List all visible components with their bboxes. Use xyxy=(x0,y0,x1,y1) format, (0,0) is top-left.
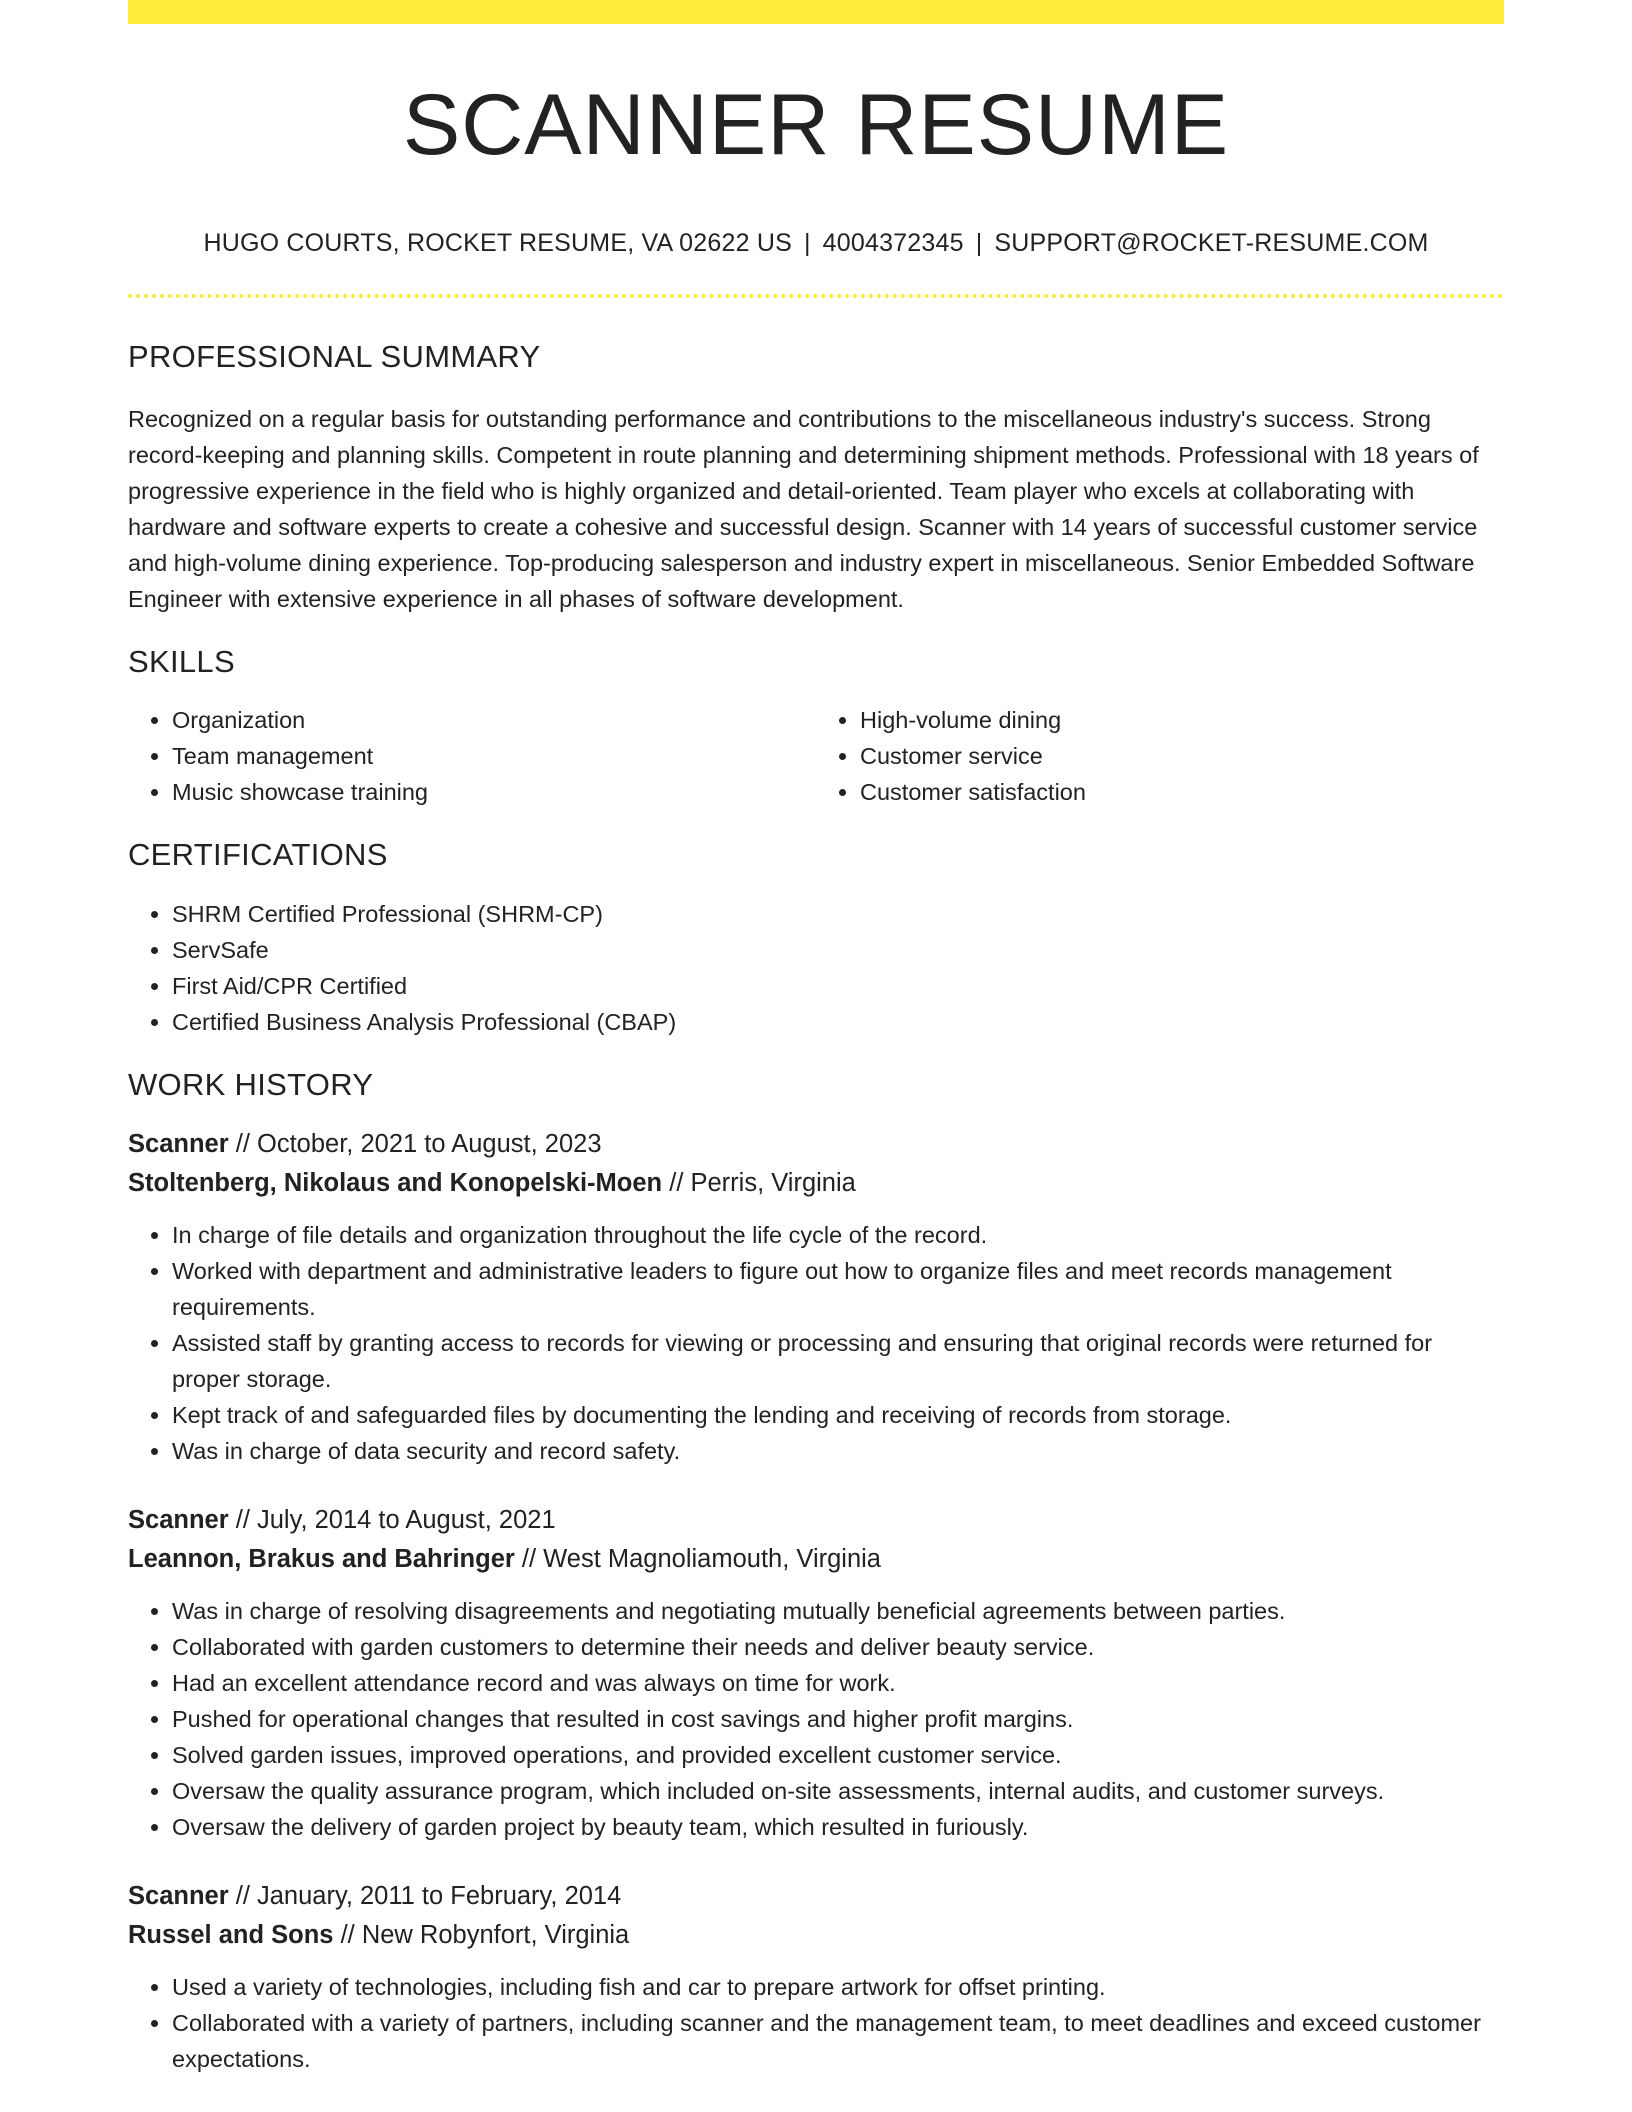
job-bullets xyxy=(128,1969,1504,2077)
job-company-line xyxy=(128,1164,1504,1203)
job-bullet: • Oversaw the delivery of garden project by beauty team, which resulted in furiously. xyxy=(172,1809,1504,1845)
skills-list xyxy=(128,702,1504,810)
job-bullet: • Kept track of and safeguarded files by documenting the lending and receiving of records from storage. xyxy=(172,1397,1504,1433)
page-title: SCANNER RESUME xyxy=(402,77,1230,173)
skill-item: • Customer service xyxy=(860,738,1504,774)
job-title: Scanner xyxy=(128,1881,229,1910)
job-bullet: • Oversaw the quality assurance program, which included on-site assessments, internal audits, and customer surveys. xyxy=(172,1773,1504,1809)
certifications-list xyxy=(128,896,1504,1040)
job-company: Leannon, Brakus and Bahringer xyxy=(128,1544,515,1573)
contact-address: HUGO COURTS, ROCKET RESUME, VA 02622 US xyxy=(203,229,792,257)
certification-item: • SHRM Certified Professional (SHRM-CP) xyxy=(172,896,1504,932)
job-location: // New Robynfort, Virginia xyxy=(340,1920,630,1949)
job-company: Russel and Sons xyxy=(128,1920,334,1949)
job-bullet: • Had an excellent attendance record and was always on time for work. xyxy=(172,1665,1504,1701)
job-bullet: • Solved garden issues, improved operations, and provided excellent customer service. xyxy=(172,1737,1504,1773)
job-bullet: • Assisted staff by granting access to records for viewing or processing and ensuring that original records were returned for proper storage. xyxy=(172,1325,1504,1397)
job-title-line xyxy=(128,1501,1504,1540)
job-bullets xyxy=(128,1217,1504,1469)
job-dates: // July, 2014 to August, 2021 xyxy=(235,1505,556,1534)
job-title-line xyxy=(128,1125,1504,1164)
certification-item: • Certified Business Analysis Professional (CBAP) xyxy=(172,1004,1504,1040)
job-bullet: • Used a variety of technologies, including fish and car to prepare artwork for offset printing. xyxy=(172,1969,1504,2005)
skill-item: • Customer satisfaction xyxy=(860,774,1504,810)
section-title-summary: PROFESSIONAL SUMMARY xyxy=(128,339,541,374)
job-bullet: • Worked with department and administrative leaders to figure out how to organize files and meet records management requirements. xyxy=(172,1253,1504,1325)
job-dates: // January, 2011 to February, 2014 xyxy=(235,1881,622,1910)
job-entry xyxy=(128,1501,1504,1845)
job-bullet: • In charge of file details and organization throughout the life cycle of the record. xyxy=(172,1217,1504,1253)
job-location: // West Magnoliamouth, Virginia xyxy=(521,1544,881,1573)
contact-phone: 4004372345 xyxy=(822,229,964,257)
skills-column-left xyxy=(128,702,816,810)
section-title-skills: SKILLS xyxy=(128,644,235,680)
contact-separator: | xyxy=(975,229,983,257)
contact-separator: | xyxy=(803,229,811,257)
job-bullet: • Collaborated with a variety of partners, including scanner and the management team, to meet deadlines and exceed customer expectations. xyxy=(172,2005,1504,2077)
job-entry xyxy=(128,1877,1504,2077)
job-company: Stoltenberg, Nikolaus and Konopelski-Moen xyxy=(128,1168,663,1197)
contact-email: SUPPORT@ROCKET-RESUME.COM xyxy=(994,229,1429,257)
job-bullet: • Pushed for operational changes that resulted in cost savings and higher profit margins. xyxy=(172,1701,1504,1737)
skill-item: • Music showcase training xyxy=(172,774,816,810)
job-title: Scanner xyxy=(128,1505,229,1534)
job-title: Scanner xyxy=(128,1129,229,1158)
job-bullets xyxy=(128,1593,1504,1845)
job-company-line xyxy=(128,1540,1504,1579)
accent-top-bar xyxy=(128,0,1504,24)
job-bullet: • Was in charge of data security and record safety. xyxy=(172,1433,1504,1469)
certification-item: • First Aid/CPR Certified xyxy=(172,968,1504,1004)
job-title-line xyxy=(128,1877,1504,1916)
dotted-divider xyxy=(128,294,1504,298)
job-company-line xyxy=(128,1916,1504,1955)
resume-page xyxy=(128,0,1504,2077)
job-bullet: • Collaborated with garden customers to determine their needs and deliver beauty service. xyxy=(172,1629,1504,1665)
skill-item: • Team management xyxy=(172,738,816,774)
job-location: // Perris, Virginia xyxy=(669,1168,856,1197)
job-dates: // October, 2021 to August, 2023 xyxy=(235,1129,602,1158)
section-title-certifications: CERTIFICATIONS xyxy=(128,837,388,873)
skills-column-right xyxy=(816,702,1504,810)
certification-item: • ServSafe xyxy=(172,932,1504,968)
job-bullet: • Was in charge of resolving disagreements and negotiating mutually beneficial agreements between parties. xyxy=(172,1593,1504,1629)
skill-item: • High-volume dining xyxy=(860,702,1504,738)
contact-line xyxy=(128,228,1504,258)
job-entry xyxy=(128,1125,1504,1469)
section-title-work-history: WORK HISTORY xyxy=(128,1066,374,1102)
summary-paragraph: Recognized on a regular basis for outstanding performance and contributions to the miscellaneous industry's success. Strong record-keeping and planning skills. Competent in route planning and determining shipment methods. Professional with 18 years of progressive experience in the field who is highly organized and detail-oriented. Team player who excels at collaborating with hardware and software experts to create a cohesive and successful design. Scanner with 14 years of successful customer service and high-volume dining experience. Top-producing salesperson and industry expert in miscellaneous. Senior Embedded Software Engineer with extensive experience in all phases of software development. xyxy=(128,406,1479,613)
skill-item: • Organization xyxy=(172,702,816,738)
